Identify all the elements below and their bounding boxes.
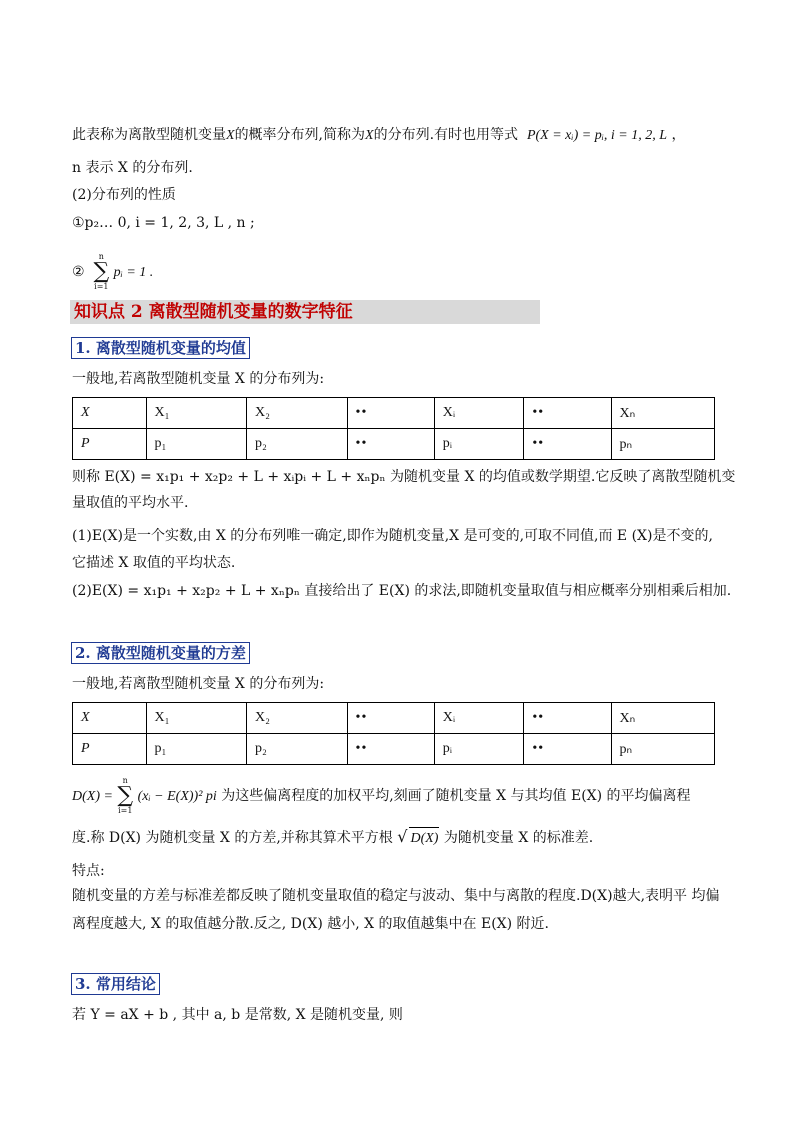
mean-definition-1: 则称 E(X) = x₁p₁ + x₂p₂ + L + xᵢpᵢ + L + xₙpₙ 为随机变量 X 的均值或数学期望.它反映了离散型随机变 bbox=[72, 469, 736, 485]
mean-heading: 1. 离散型随机变量的均值 bbox=[71, 337, 250, 359]
probability-equation: P(X = xᵢ) = pᵢ, i = 1, 2, L bbox=[526, 128, 668, 143]
mean-lead: 一般地,若离散型随机变量 X 的分布列为: bbox=[72, 371, 325, 387]
mean-distribution-table bbox=[72, 397, 715, 460]
properties-title: (2)分布列的性质 bbox=[72, 187, 176, 203]
table-row: X X₁ X₂ •• Xᵢ •• Xₙ bbox=[73, 703, 715, 734]
mean-note-1b: 它描述 X 取值的平均状态. bbox=[72, 555, 236, 571]
property-2: ② n ∑ i=1 pᵢ = 1 . bbox=[72, 252, 154, 291]
property-1: ①p₂… 0, i = 1, 2, 3, L , n ; bbox=[72, 215, 255, 231]
feature-line-2: 离程度越大, X 的取值越分散.反之, D(X) 越小, X 的取值越集中在 E(X) 附近. bbox=[72, 916, 550, 932]
feature-line-1: 随机变量的方差与标准差都反映了随机变量取值的稳定与波动、集中与离散的程度.D(X)越大,表明平 均偏 bbox=[72, 888, 720, 904]
summation-symbol: n ∑ i=1 bbox=[93, 252, 110, 291]
feature-title: 特点: bbox=[72, 863, 105, 879]
variance-line-2: 度.称 D(X) 为随机变量 X 的方差,并称其算术平方根 √ D(X) 为随机变量 X 的标准差. bbox=[72, 826, 593, 850]
mean-note-2: (2)E(X) = x₁p₁ + x₂p₂ + L + xₙpₙ 直接给出了 E(X) 的求法,即随机变量取值与相应概率分别相乘后相加. bbox=[72, 583, 732, 599]
variance-distribution-table bbox=[72, 702, 715, 765]
section-title: 知识点 2 离散型随机变量的数字特征 bbox=[70, 300, 540, 324]
variance-heading: 2. 离散型随机变量的方差 bbox=[71, 642, 250, 664]
sqrt-radicand: D(X) bbox=[409, 827, 439, 850]
intro-line-1: 此表称为离散型随机变量X的概率分布列,简称为X的分布列.有时也用等式 P(X = xᵢ) = pᵢ, i = 1, 2, L ， bbox=[72, 127, 686, 143]
intro-line-2: n 表示 X 的分布列. bbox=[72, 160, 193, 176]
conclusion-heading: 3. 常用结论 bbox=[71, 973, 160, 995]
mean-definition-2: 量取值的平均水平. bbox=[72, 495, 189, 511]
mean-note-1a: (1)E(X)是一个实数,由 X 的分布列唯一确定,即作为随机变量,X 是可变的,可取不同值,而 E (X)是不变的, bbox=[72, 528, 713, 544]
table-row: P p₁ p₂ •• pᵢ •• pₙ bbox=[73, 429, 715, 460]
variance-lead: 一般地,若离散型随机变量 X 的分布列为: bbox=[72, 676, 325, 692]
summation-symbol: n ∑ i=1 bbox=[117, 776, 134, 815]
variance-formula: D(X) = n ∑ i=1 (xᵢ − E(X))² pi 为这些偏离程度的加权平均,刻画了随机变量 X 与其均值 E(X) 的平均偏离程 bbox=[72, 776, 691, 815]
table-row: P p₁ p₂ •• pᵢ •• pₙ bbox=[73, 734, 715, 765]
table-row: X X₁ X₂ •• Xᵢ •• Xₙ bbox=[73, 398, 715, 429]
conclusion-line-1: 若 Y = aX + b , 其中 a, b 是常数, X 是随机变量, 则 bbox=[72, 1007, 403, 1023]
